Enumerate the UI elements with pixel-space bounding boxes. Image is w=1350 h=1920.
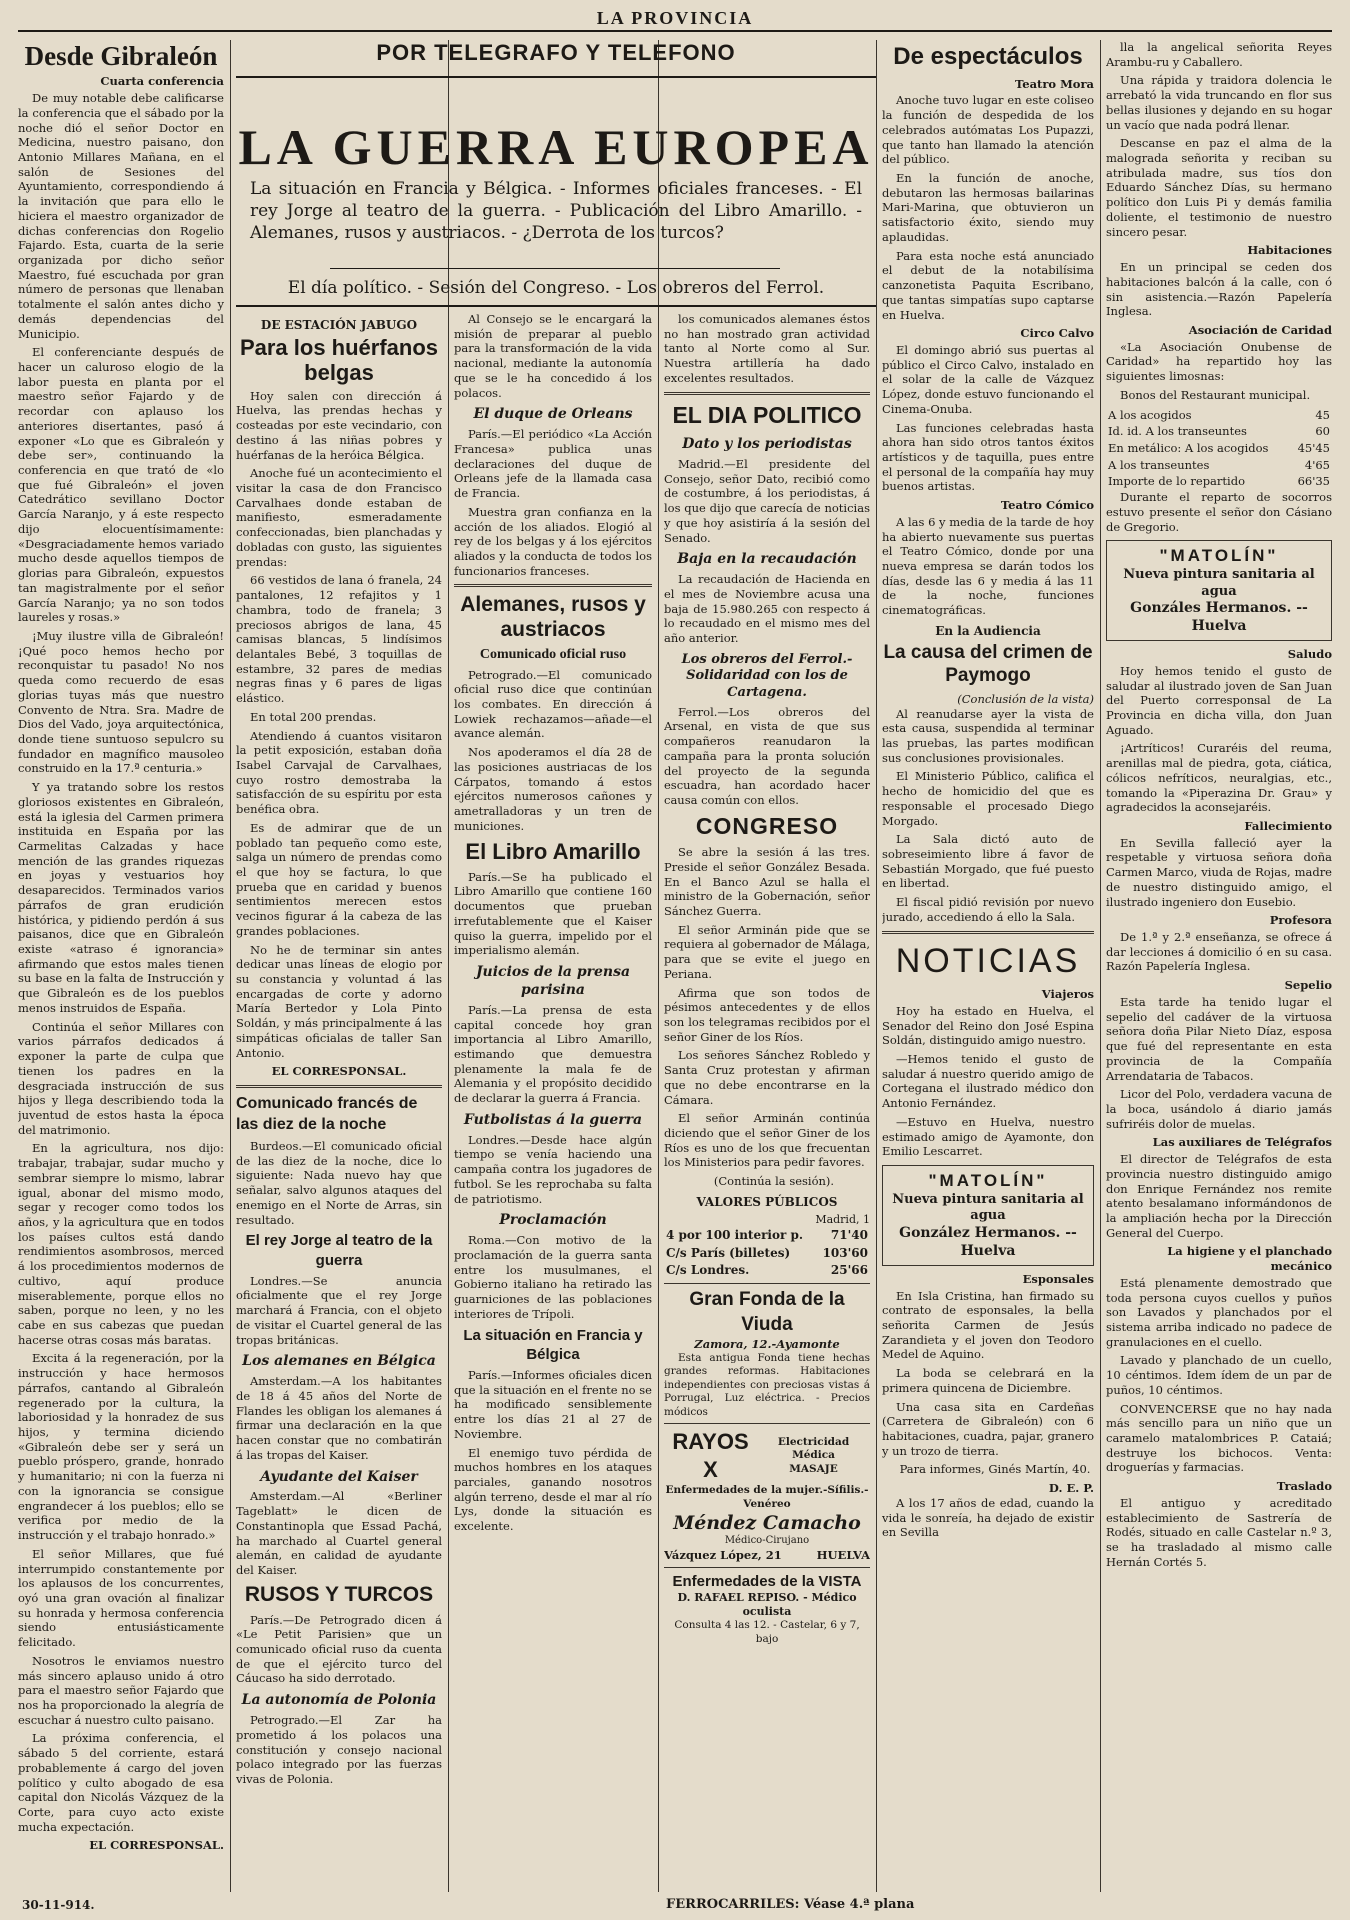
article-title: EL DIA POLITICO [672, 401, 862, 428]
section-heading: Habitaciones [1247, 243, 1332, 258]
paragraph: El Ministerio Público, califica el hecho de homicidio del que es responsable el procesado Diego Morgado. [882, 769, 1094, 828]
divider [664, 1567, 870, 1568]
table-row: A los transeuntes 4'65 [1108, 457, 1330, 472]
divider [236, 1085, 442, 1088]
paragraph: No he de terminar sin antes dedicar unas líneas de elogio por su constancia y voluntad á las encargadas de corte y adorno María Bertedor y Lola Pinto Soldán, y más principalmente á las simpáticas oficialas de taller San Antonio. [236, 942, 442, 1060]
paragraph: —Estuvo en Huelva, nuestro estimado amigo de Ayamonte, don Emilio Lescarret. [882, 1114, 1094, 1159]
paragraph: El domingo abrió sus puertas al público el Circo Calvo, instalado en el solar de la calle de Vázquez López, donde estuvo funcionando el Cinema-Onuba. [882, 342, 1094, 416]
paragraph: Una casa sita en Cardeñas (Carretera de Gibraleón) con 6 habitaciones, cuadra, pajar, granero y un trozo de tierra. [882, 1399, 1094, 1458]
headline-deck: La situación en Francia y Bélgica. - Informes oficiales franceses. - El rey Jorge al teatro de la guerra. - Publicación del Libro Amarillo. - Alemanes, rusos y austriacos. - ¿Derrota de los turcos? [250, 179, 862, 244]
article-title: RUSOS Y TURCOS [244, 1582, 434, 1606]
paragraph: Al Consejo se le encargará la misión de preparar al pueblo para la transformación de la vida nacional, mediante la autonomía que se le ha concedido á los polacos. [454, 312, 652, 400]
paragraph: Descanse en paz el alma de la malograda señorita y reciban su atribulada madre, sus tíos don Eduardo Sánchez Días, su hermano político don Luis Pi y demás familia doliente, el testimonio de nuestro sincero pesar. [1106, 136, 1332, 239]
divider [882, 931, 1094, 934]
article-subtitle: (Conclusión de la vista) [957, 691, 1094, 706]
divider [664, 1423, 870, 1424]
ad-rayos-city: HUELVA [816, 1548, 870, 1563]
table-row: 4 por 100 interior p. 71'40 [666, 1228, 868, 1243]
paragraph: Está plenamente demostrado que toda persona cuyos cuellos y puños son Lavados y planchados por el sistema arriba indicado no padece de granulaciones en el cuello. [1106, 1275, 1332, 1349]
ad-rayos-masaje: MASAJE [789, 1462, 838, 1475]
paragraph: «La Asociación Onubense de Caridad» ha repartido hoy las siguientes limosnas: [1106, 339, 1332, 384]
paragraph: ¡Artríticos! Curaréis del reuma, arenillas mal de piedra, gota, ciática, cólicos nefríticos, neuralgias, etc., tomando la «Piperazina Dr. Grau» y agradecidos la aconsejaréis. [1106, 741, 1332, 815]
paragraph: Licor del Polo, verdadera vacuna de la boca, usándolo á diario jamás sufriréis dolor de muelas. [1106, 1087, 1332, 1131]
ad-rayos-address [664, 1548, 870, 1563]
paragraph: Afirma que son todos de pésimos antecedentes y de ellos son los telegramas recibidos por el señor Giner de los Ríos. [664, 985, 870, 1044]
paragraph: Nos apoderamos el día 28 de las posiciones austriacas de los Cárpatos, tomando á estos ejércitos numerosos cañones y ametralladoras y un tren de municiones. [454, 745, 652, 833]
section-kicker: DE ESTACIÓN JABUGO [260, 318, 418, 332]
paragraph: París.—El periódico «La Acción Francesa» publica unas declaraciones del duque de Orleans jefe de la llamada casa de Francia. [454, 427, 652, 501]
ad-vista-address: Consulta 4 las 12. - Castelar, 6 y 7, bajo [674, 1619, 860, 1645]
divider [330, 268, 780, 269]
paragraph: Hoy salen con dirección á Huelva, las prendas hechas y costeadas por este vecindario, con destino á las niñas pobres y huérfanas de la heróica Bélgica. [236, 388, 442, 462]
paragraph: los comunicados alemanes éstos no han mostrado gran actividad tanto al Norte como al Sur. Nuestra artillería ha dado excelentes resultados. [664, 312, 870, 385]
alms-table [1106, 407, 1332, 491]
section-heading: Los alemanes en Bélgica [242, 1353, 436, 1370]
dep-mark: D. E. P. [1048, 1481, 1094, 1496]
paragraph: París.—De Petrogrado dicen á «Le Petit Parisien» que un comunicado oficial ruso da cuenta de que el ejército turco del Cáucaso ha sido derrotado. [236, 1612, 442, 1686]
column-rule [448, 40, 449, 1892]
article-title: CONGRESO [695, 812, 839, 839]
paragraph: El conferenciante después de hacer un caluroso elogio de la labor puesta en planta por el maestro señor Fajardo y de recordar con aplauso los anteriores disertantes, pasó á exponer «Lo que es Gibraleón y debe ser», continuando la conferencia en que trató de «lo que fué Gibraleón» el joven Catedrático sevillano Doctor García Naranjo, y á este respecto dijo elocuentísimamente: «Desgraciadamente hemos variado mucho desde aquellos tiempos de glorias para Gibraleón, expuestos tan magistralmente por el señor García Naranjo; ya no son todos laureles y rosas.» [18, 345, 224, 625]
section-heading: En la Audiencia [935, 623, 1041, 638]
ad-matolin-line: Nueva pintura sanitaria al agua [892, 1191, 1084, 1224]
section-heading: Profesora [1269, 913, 1332, 928]
paragraph: En Sevilla falleció ayer la respetable y virtuosa señora doña Carmen Marco, viuda de Rojas, madre de nuestro distinguido amigo, el ilustrado ingeniero don Eusebio. [1106, 835, 1332, 909]
divider [236, 76, 876, 78]
section-heading: Proclamación [499, 1212, 607, 1229]
table-row: Importe de lo repartido 66'35 [1108, 474, 1330, 489]
table-row: A los acogidos 45 [1108, 407, 1330, 422]
ad-fonda-text: Esta antigua Fonda tiene hechas grandes reformas. Habitaciones independientes con preciosas vistas á Porrugal, Luz eléctrica. - Precios módicos [664, 1351, 870, 1418]
paragraph: Londres.—Desde hace algún tiempo se venía haciendo una campaña contra los jugadores de futbol. Se les reprochaba su falta de patriotismo. [454, 1132, 652, 1206]
paragraph: En Isla Cristina, han firmado su contrato de esponsales, la bella señorita Carmen de Jesús Zarandieta y el joven don Teodoro Medel de Aquino. [882, 1288, 1094, 1362]
table-row: Id. id. A los transeuntes 60 [1108, 424, 1330, 439]
paragraph: El fiscal pidió revisión por nuevo jurado, accediendo á ello la Sala. [882, 895, 1094, 924]
paragraph: Roma.—Con motivo de la proclamación de la guerra santa entre los musulmanes, el Gobierno italiano ha retirado las guarniciones de las poblaciones interiores de Trípoli. [454, 1233, 652, 1321]
paragraph: —Hemos tenido el gusto de saludar á nuestro querido amigo de Cortegana el ilustrado médico don Antonio Fernández. [882, 1052, 1094, 1111]
table-row: C/s Londres. 25'66 [666, 1263, 868, 1278]
paragraph: Petrogrado.—El comunicado oficial ruso dice que continúan los combates. En dirección á Lowiek rechazamos—añade—el avance alemán. [454, 667, 652, 741]
paragraph: En un principal se ceden dos habitaciones balcón á la calle, con ó sin asistencia.—Razón Papelería Inglesa. [1106, 260, 1332, 319]
paragraph: De muy notable debe calificarse la conferencia que el sábado por la noche dió el señor Doctor en Medicina, nuestro paisano, don Antonio Millares Mañana, en el salón de Sesiones del Ayuntamiento, correspondiendo á la invitación que para ello le hiciera el maestro organizador de dichas conferencias don Rogelio Fajardo. Esta, cuarta de la serie organizada por dicho señor Maestro, fué escuchada por gran número de personas que llenaban totalmente el salón antes dicho y demás dependencias del Municipio. [18, 91, 224, 341]
article-title: Desde Gibraleón [24, 41, 218, 71]
banner: POR TELEGRAFO Y TELEFONO [376, 40, 736, 65]
column-2 [236, 312, 442, 1892]
paragraph: lla la angelical señorita Reyes Arambu-ru y Caballero. [1106, 40, 1332, 69]
paragraph: A las 6 y media de la tarde de hoy ha abierto nuevamente sus puertas el Teatro Cómico, donde por una nueva empresa se darán todos los días, desde las 6 y media á las 11 de la noche, funciones cinematográficas. [882, 514, 1094, 618]
ad-rayos-header [664, 1428, 870, 1484]
section-heading: Las auxiliares de Telégrafos [1152, 1135, 1332, 1150]
paragraph: Se abre la sesión á las tres. Preside el señor González Besada. En el Banco Azul se halla el ministro de la Gobernación, señor Sánchez Guerra. [664, 845, 870, 918]
paragraph: Anoche fué un acontecimiento el visitar la casa de don Francisco Carvalhaes donde estaban de manifiesto, esmeradamente confeccionadas, bien planchadas y dobladas con gusto, las siguientes prendas: [236, 466, 442, 569]
section-heading: Saludo [1287, 647, 1332, 662]
paragraph: Burdeos.—El comunicado oficial de las diez de la noche, dice lo siguiente: Nada nuevo hay que señalar, salvo algunos ataques del enemigo en el Norte de Arras, sin resultado. [236, 1139, 442, 1227]
paragraph: Nosotros le enviamos nuestro más sincero aplauso unido á otro para el maestro señor Fajardo que nos ha proporcionado la alegría de escuchar á nuestro culto paisano. [18, 1653, 224, 1727]
article-title: Para los huérfanos belgas [239, 335, 439, 385]
column-rule [658, 40, 659, 1892]
paragraph: Una rápida y traidora dolencia le arrebató la vida truncando en flor sus bellas ilusiones y dejando en su hogar un vacío que nada podrá llenar. [1106, 73, 1332, 132]
section-heading: Sepelio [1284, 978, 1332, 993]
section-heading: Teatro Cómico [1000, 498, 1094, 513]
column-1 [18, 40, 224, 1892]
section-heading: Futbolistas á la guerra [463, 1111, 643, 1128]
paragraph: París.—Se ha publicado el Libro Amarillo que contiene 160 documentos que prueban irrefutablemente que el Kaiser quiso la guerra, impelido por el imperialismo alemán. [454, 869, 652, 958]
ad-rayos-electricidad: Electricidad Médica [777, 1435, 850, 1462]
article-title: NOTICIAS [895, 941, 1081, 980]
paragraph: Londres.—Se anuncia oficialmente que el rey Jorge marchará á Francia, con el objeto de visitar el Cuartel general de las tropas británicas. [236, 1273, 442, 1347]
paragraph: Continúa el señor Millares con varios párrafos dedicados á exponer la parte de culpa que tienen los padres en la desgraciada instrucción de sus hijos y llega describiendo toda la juventud de estos hasta la época del matrimonio. [18, 1019, 224, 1137]
column-3 [454, 312, 652, 1892]
stocks-title: VALORES PÚBLICOS [696, 1194, 838, 1209]
ad-rayos-doctor: Méndez Camacho [673, 1512, 861, 1535]
paragraph: De 1.ª y 2.ª enseñanza, se ofrece á dar lecciones á domicilio ó en su casa. Razón Papelería Inglesa. [1106, 930, 1332, 974]
paragraph: El señor Arminán pide que se requiera al gobernador de Málaga, para que se evite el juego en Periana. [664, 922, 870, 981]
section-heading: El duque de Orleans [473, 406, 633, 423]
paragraph: Anoche tuvo lugar en este coliseo la función de despedida de los celebrados autómatas Los Pupazzi, que tanto han llamado la atención del público. [882, 93, 1094, 167]
railway-note: FERROCARRILES: Véase 4.ª plana [666, 1897, 915, 1912]
section-heading: Esponsales [1022, 1271, 1094, 1286]
ad-fonda-title: Gran Fonda de la Viuda [689, 1289, 845, 1335]
paragraph: Hoy hemos tenido el gusto de saludar al ilustrado joven de San Juan del Puerto corresponsal de La Provincia en dicha villa, don Juan Aguado. [1106, 663, 1332, 737]
article-title: De espectáculos [893, 43, 1083, 70]
divider [664, 392, 870, 395]
section-heading: Fallecimiento [1244, 819, 1332, 833]
paragraph: Los señores Sánchez Robledo y Santa Cruz protestan y afirman que no debe encontrarse en la Cámara. [664, 1048, 870, 1107]
ad-rayos-street: Vázquez López, 21 [664, 1548, 782, 1563]
article-title: El rey Jorge al teatro de la guerra [245, 1232, 433, 1269]
paragraph: La boda se celebrará en la primera quincena de Diciembre. [882, 1366, 1094, 1395]
signature: EL CORRESPONSAL. [271, 1064, 407, 1079]
ad-rayos-title: RAYOS X [672, 1428, 749, 1483]
section-heading: Los obreros del Ferrol.-Solidaridad con los de Cartagena. [681, 651, 853, 700]
stocks-table [664, 1227, 870, 1279]
article-title: Comunicado francés de las diez de la noche [236, 1095, 418, 1133]
divider [664, 1283, 870, 1284]
ad-matolin-brand: Gonzáles Hermanos. -- Huelva [1130, 600, 1308, 635]
paragraph: Para esta noche está anunciado el debut de la notabilísima canzonetista Paquita Escribano, que tantas simpatías supo captarse en Huelva. [882, 248, 1094, 322]
section-heading: Juicios de la prensa parisina [475, 963, 631, 998]
paragraph: Para informes, Ginés Martín, 40. [899, 1462, 1091, 1477]
section-heading: Baja en la recaudación [677, 551, 857, 568]
column-rule [230, 40, 231, 1892]
paragraph: Hoy ha estado en Huelva, el Senador del Reino don José Espina Soldán, distinguido amigo nuestro. [882, 1003, 1094, 1048]
paragraph: El enemigo tuvo pérdida de muchos hombres en los ataques parciales, ganando nosotros algún terreno, desde el mar al río Lys, donde la situación es excelente. [454, 1445, 652, 1534]
table-row: C/s París (billetes) 103'60 [666, 1245, 868, 1260]
paragraph: Durante el reparto de socorros estuvo presente el señor don Cásiano de Gregorio. [1106, 490, 1332, 534]
column-rule [876, 40, 877, 1892]
paragraph: El antiguo y acreditado establecimiento de Sastrería de Rodés, situado en calle Castelar n.º 3, se ha trasladado al mismo calle Hernán Cortés 5. [1106, 1495, 1332, 1569]
headline: LA GUERRA EUROPEA [238, 119, 874, 175]
paragraph: Lavado y planchado de un cuello, 10 céntimos. Idem ídem de un par de puños, 10 céntimos. [1106, 1353, 1332, 1397]
section-heading: Dato y los periodistas [682, 436, 852, 453]
paragraph: En la función de anoche, debutaron las hermosas bailarinas Mari-Marina, que obtuvieron un satisfactorio éxito, siendo muy aplaudidas. [882, 171, 1094, 244]
paragraph: Y ya tratando sobre los restos gloriosos existentes en Gibraleón, está la iglesia del Carmen primera instituida en España por las Carmelitas Calzadas y hace mención de las grandes riquezas en joyas y vestuarios hoy desaparecidos. Terminados varios párrafos de gran erudición histórica, y pidiendo perdón á sus paisanos, dice que en Gibraleón existe «atraso é ignorancia» afirmando que estos males tienen su base en la falta de Instrucción y que Gibraleón es de los pueblos menos instruidos de España. [18, 780, 224, 1015]
paragraph: Las funciones celebradas hasta ahora han sido otros tantos éxitos artísticos y de taquilla, pues entre el personal de la compañía hay muy buenos artistas. [882, 420, 1094, 494]
section-heading: Asociación de Caridad [1188, 322, 1332, 337]
signature: EL CORRESPONSAL. [89, 1838, 224, 1853]
article-subtitle: Cuarta conferencia [100, 74, 224, 89]
paragraph: El señor Millares, que fué interrumpido constantemente por los aplausos de los concurrentes, oyó una gran ovación al finalizar su honrada y hermosa conferencia siendo entusiásticamente felicitado. [18, 1546, 224, 1650]
paragraph: Petrogrado.—El Zar ha prometido á los polacos una constitución y consejo nacional polaco integrado por las fuerzas vivas de Polonia. [236, 1713, 442, 1786]
article-title: El Libro Amarillo [465, 838, 641, 864]
paragraph: Amsterdam.—A los habitantes de 18 á 45 años del Norte de Flandes les obligan los alemanes á firmar una declaración en la que hacen constar que no combatirán á las tropas del Kaiser. [236, 1374, 442, 1462]
section-heading: Circo Calvo [1020, 326, 1094, 341]
ad-rayos-right [757, 1436, 870, 1476]
paragraph: En total 200 prendas. [250, 709, 377, 724]
ad-matolin-title: "MATOLÍN" [928, 1171, 1048, 1191]
ad-matolin [1106, 540, 1332, 641]
section-heading: La autonomía de Polonia [241, 1692, 437, 1709]
divider [454, 584, 652, 587]
section-heading: Ayudante del Kaiser [260, 1468, 418, 1485]
column-rule [1100, 40, 1101, 1892]
paragraph: Muestra gran confianza en la acción de los aliados. Elogió al rey de los belgas y á los ejércitos aliados y la conducta de todos los funcionarios franceses. [454, 504, 652, 578]
ad-fonda-address: Zamora, 12.-Ayamonte [694, 1337, 840, 1352]
article-title: La situación en Francia y Bélgica [463, 1326, 643, 1363]
paragraph: 66 vestidos de lana ó franela, 24 pantalones, 12 refajitos y 1 chambra, todo de franela; 3 preciosos abrigos de lana, 45 camisas blancas, 5 lindísimos delantales Bebé, 3 toquillas de estambre, 32 pares de medias negras finas y 6 pares de ligas elástico. [236, 573, 442, 706]
headline-deck-2: El día político. - Sesión del Congreso. - Los obreros del Ferrol. [287, 278, 825, 298]
paragraph: Esta tarde ha tenido lugar el sepelio del cadáver de la virtuosa señora doña Pilar Nieto Díaz, esposa que fué del representante en esta provincia de la Compañía Arrendataria de Tabacos. [1106, 994, 1332, 1083]
paragraph: Es de admirar que de un poblado tan pequeño como este, salga un número de prendas como el que hoy se factura, lo que prueba que en caridad y buenos sentimientos merecen estos vecinos figurar á la cabeza de las grandes poblaciones. [236, 820, 442, 938]
masthead: LA PROVINCIA [18, 8, 1332, 32]
paragraph: Excita á la regeneración, por la instrucción y hace hermosos párrafos, cantando al Gibraleón regenerado por la cultura, la laboriosidad y la honradez de sus hijos, y termina diciendo «Gibraleón debe ser y será un pueblo próspero, grande, honrado y humanitario; ni con la fuerza ni con la ignorancia se consigue engrandecer á los pueblos; ello se verifica por medio de la instrucción y el trabajo honrado.» [18, 1351, 224, 1543]
column-5 [882, 40, 1094, 1892]
section-heading: Comunicado oficial ruso [479, 646, 627, 662]
paragraph: Amsterdam.—Al «Berliner Tageblatt» le dicen de Constantinopla que Essad Pachá, ha marchado al Cuartel general alemán, en calidad de ayudante del Kaiser. [236, 1489, 442, 1578]
ad-rayos-specialties: Enfermedades de la mujer.-Sífilis.-Venéreo [665, 1484, 869, 1510]
paragraph: La Sala dictó auto de sobreseimiento libre á favor de Sebastián Morgado, que fué puesto en libertad. [882, 832, 1094, 891]
column-4 [664, 312, 870, 1892]
paragraph: París.—La prensa de esta capital concede hoy gran importancia al Libro Amarillo, estimando que demuestra plenamente la mala fe de Alemania y el propósito decidido de declarar la guerra á Francia. [454, 1002, 652, 1106]
ad-rayos-sub: Médico-Cirujano [724, 1535, 810, 1547]
paragraph: El señor Arminán continúa diciendo que el señor Giner de los Ríos es uno de los que frecuentan los Ministerios para pedir favores. [664, 1111, 870, 1170]
paragraph: (Continúa la sesión). [713, 1174, 835, 1189]
paragraph: París.—Informes oficiales dicen que la situación en el frente no se ha modificado sensiblemente entre los días 21 al 27 de Noviembre. [454, 1367, 652, 1441]
paragraph: Al reanudarse ayer la vista de esta causa, suspendida al terminar las pruebas, las partes modifican sus conclusiones provisionales. [882, 706, 1094, 765]
ad-matolin-line: Nueva pintura sanitaria al agua [1123, 567, 1315, 599]
section-heading: Viajeros [1041, 987, 1094, 1002]
paragraph: Atendiendo á cuantos visitaron la petit exposición, estaban doña Isabel Carvajal de Carvalhaes, cuyo rostro demostraba la satisfacción de su espíritu por esta benéfica obra. [236, 728, 442, 817]
paragraph: Ferrol.—Los obreros del Arsenal, en vista de que sus compañeros reanudaron la campaña para la pronta solución del proyecto de la segunda escuadra, han acordado hacer causa común con ellos. [664, 704, 870, 807]
table-row: En metálico: A los acogidos 45'45 [1108, 440, 1330, 455]
section-heading: La higiene y el planchado mecánico [1167, 1244, 1332, 1274]
paragraph: Madrid.—El presidente del Consejo, señor Dato, recibió como de costumbre, á los periodistas, á los que dijo que carecía de noticias y que hoy asistiría á la sesión del Senado. [664, 456, 870, 545]
paragraph: En la agricultura, nos dijo: trabajar, trabajar, sudar mucho y sembrar siempre lo mismo, labrar igual, abonar del mismo modo, segar y recoger como todos los años, y la agricultura que en todos los países cultos está dando rendimientos asombrosos, merced á los procedimientos modernos de cultivo, aquí produce miserablemente, porque ellos no saben, porque no leen, y no les cabe en sus cabezas que puedan hacerse otras cosas más baratas. [18, 1141, 224, 1347]
paragraph: CONVENCERSE que no hay nada más sencillo para un niño que un caramelo matalombrices P. Cataiá; destruye los bichocos. Venta: droguerías y farmacias. [1106, 1401, 1332, 1475]
ad-matolin [882, 1165, 1094, 1266]
ad-matolin-brand: González Hermanos. -- Huelva [899, 1225, 1077, 1259]
section-heading: Traslado [1276, 1479, 1332, 1494]
stocks-city: Madrid, 1 [815, 1213, 870, 1227]
paragraph: La recaudación de Hacienda en el mes de Noviembre acusa una baja de 15.980.265 con respecto á lo recaudado en el mismo mes del año anterior. [664, 572, 870, 646]
ad-vista-doctor: D. RAFAEL REPISO. - Médico oculista [677, 1591, 857, 1619]
divider [236, 305, 876, 307]
section-heading: Teatro Mora [1015, 76, 1094, 91]
paragraph: El director de Telégrafos de esta provincia nuestro distinguido amigo don Enrique Fernández nos remite atento besalamano informándonos de la ampliación hecha por la Dirección General del Cuerpo. [1106, 1152, 1332, 1240]
article-title: La causa del crimen de Paymogo [883, 642, 1093, 687]
article-title: Alemanes, rusos y austriacos [460, 593, 646, 641]
paragraph: La próxima conferencia, el sábado 5 del corriente, estará probablemente á cargo del joven político y culto abogado de esa capital don Nicolás Vázquez de la Corte, para cuyo acto existe mucha expectación. [18, 1731, 224, 1834]
paragraph: ¡Muy ilustre villa de Gibraleón! ¡Qué poco hemos hecho por reconquistar tu pasado! No nos queda como recuerdo de esas glorias tuyas más que nuestro Convento de Ntra. Sra. Madre de Dios del Vado, joya arquitectónica, donde tiene suntuoso sepulcro su fundador en magnífico mausoleo construido en la 17.ª centuria.» [18, 628, 224, 776]
ad-matolin-title: "MATOLÍN" [1159, 546, 1279, 566]
ad-vista-title: Enfermedades de la VISTA [672, 1572, 862, 1590]
paragraph: A los 17 años de edad, cuando la vida le sonreía, ha dejado de existir en Sevilla [882, 1495, 1094, 1540]
paragraph: Bonos del Restaurant municipal. [1120, 387, 1311, 402]
dateline: 30-11-914. [22, 1898, 95, 1912]
column-6 [1106, 40, 1332, 1892]
